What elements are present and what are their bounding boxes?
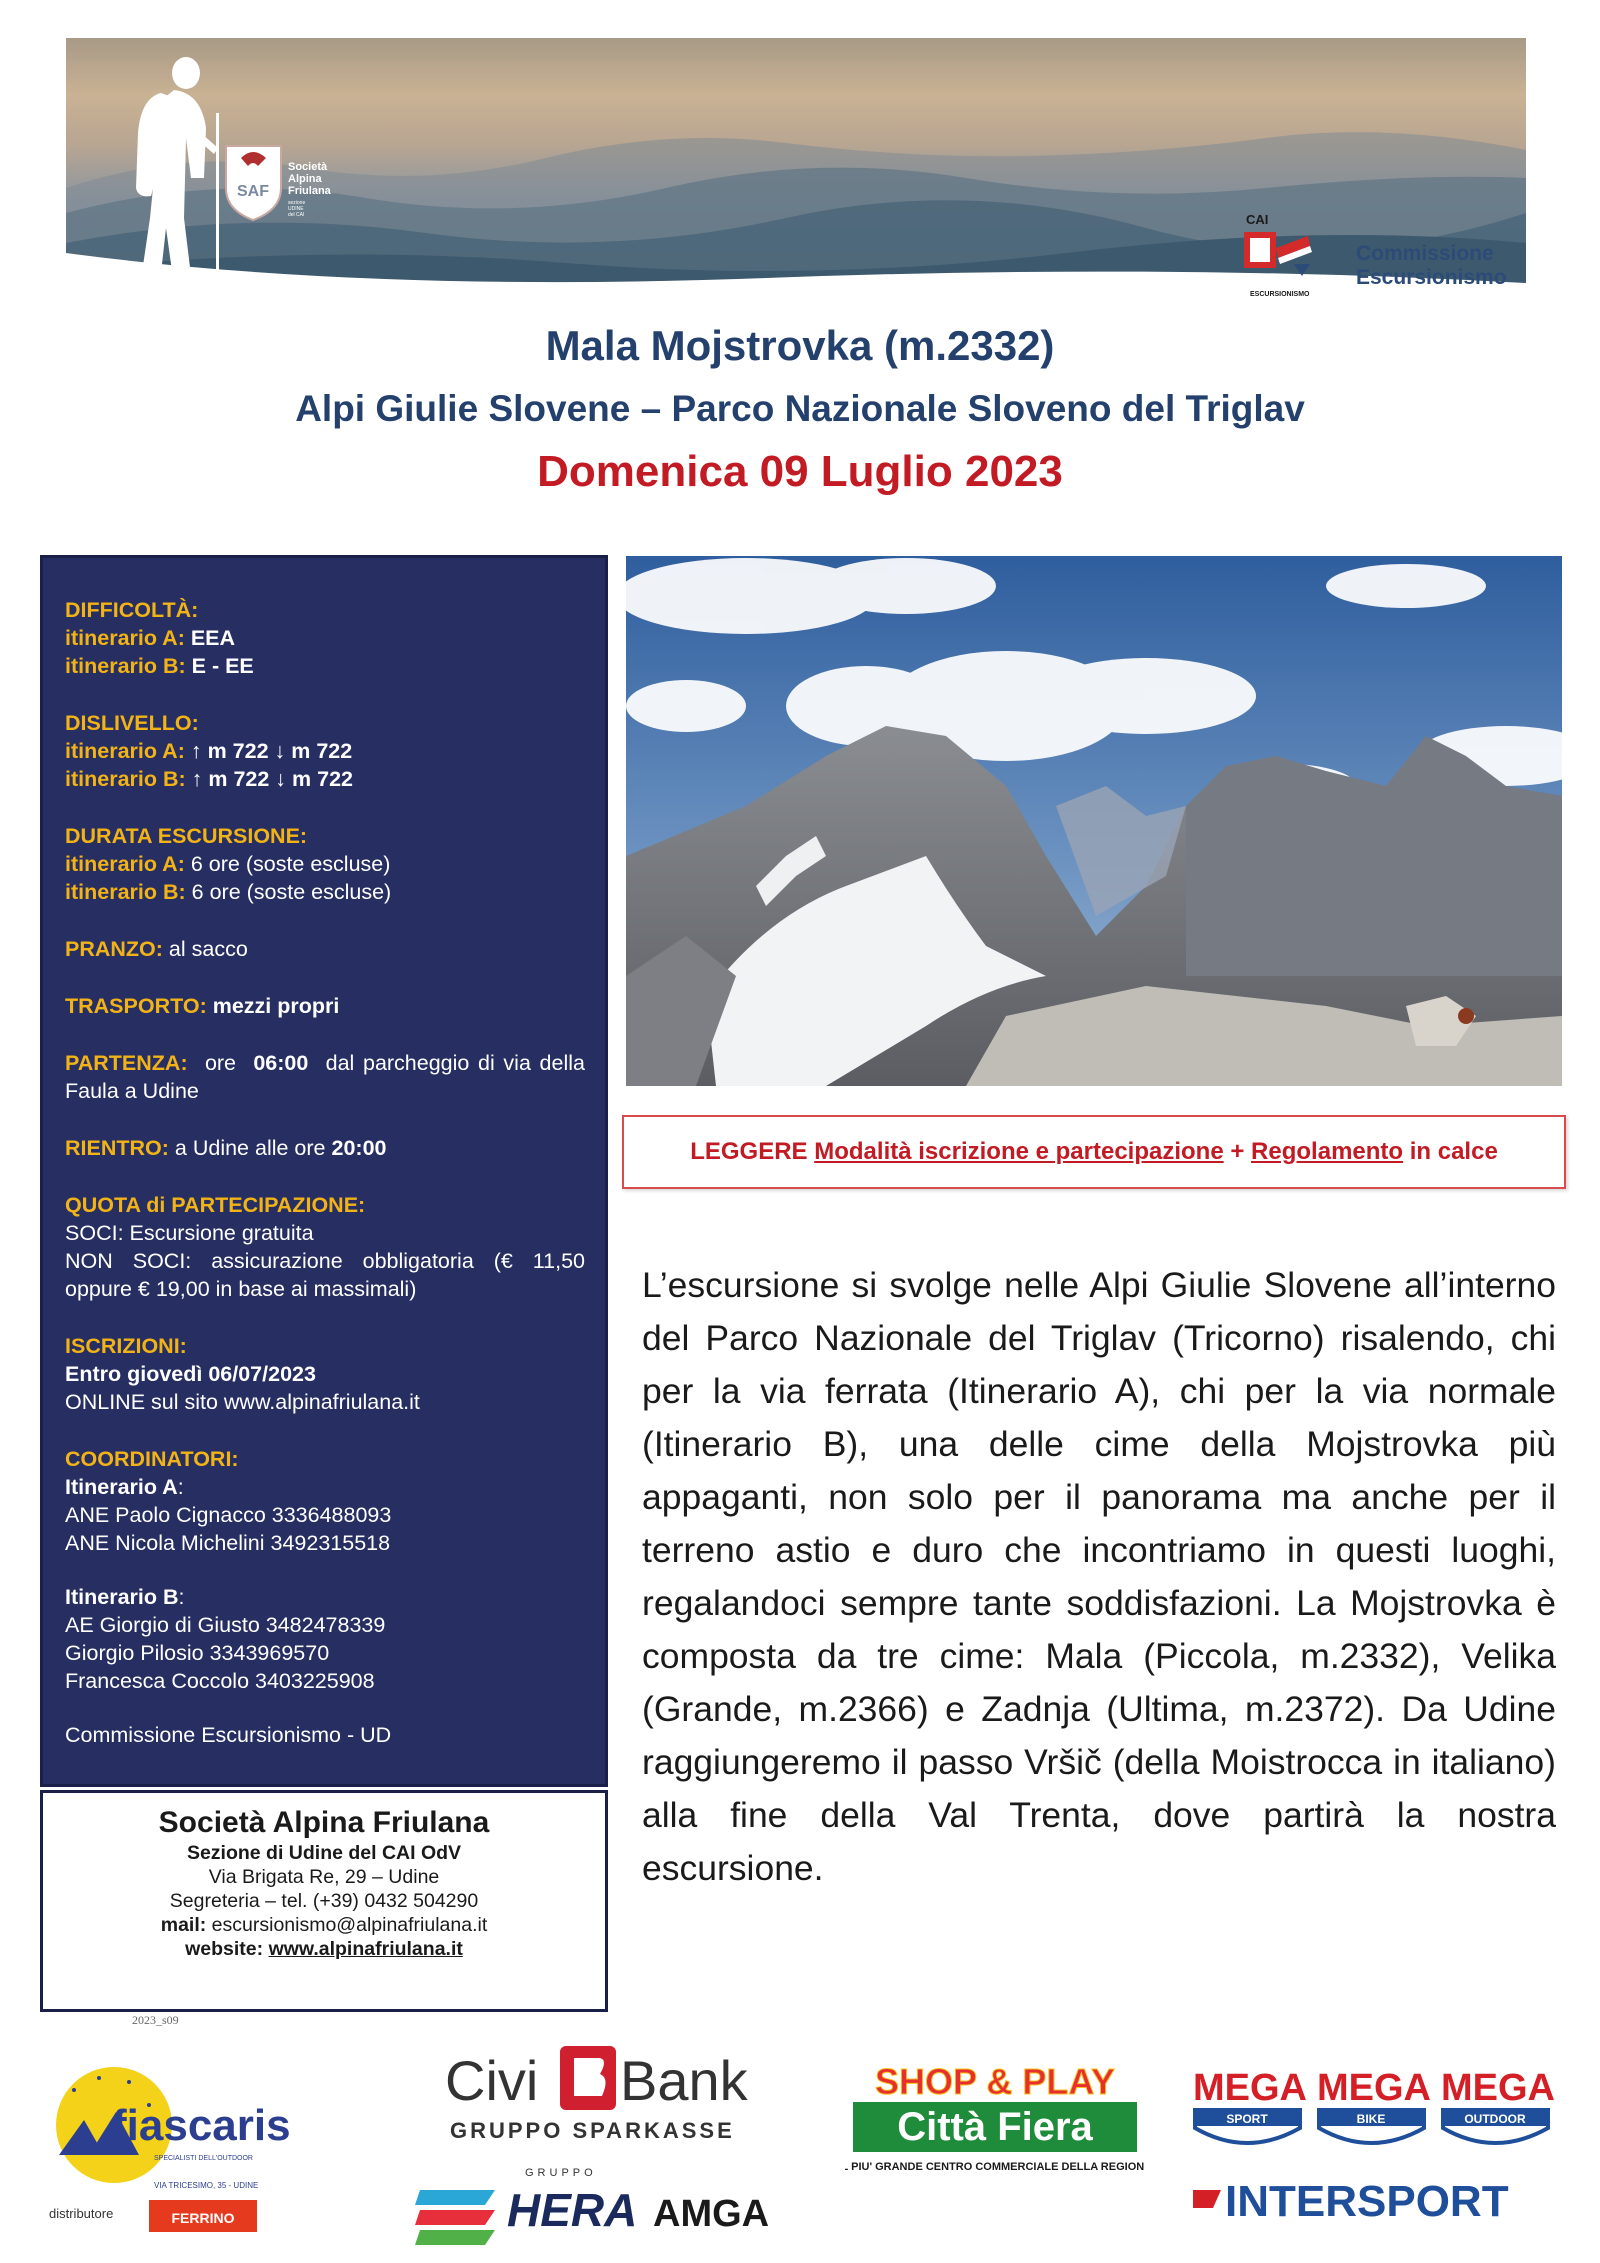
fiascaris-tagline: SPECIALISTI DELL'OUTDOOR: [154, 2155, 253, 2162]
partenza-post: dal parcheggio di via della Faula a Udine: [65, 1051, 585, 1103]
info-panel: [40, 555, 608, 1787]
commission-footer: Commissione Escursionismo - UD: [65, 1723, 392, 1747]
mojstrovka-photo-image: [626, 556, 1562, 1086]
saf-logo: [226, 146, 281, 220]
document-code: 2023_s09: [132, 2013, 179, 2027]
citta-fiera-tagline: IL PIU' GRANDE CENTRO COMMERCIALE DELLA REGIONE: [845, 2161, 1145, 2173]
intersport-logo-icon: [1185, 2058, 1565, 2248]
coordinatori-b-section: Itinerario B: AE Giorgio di Giusto 3482478339 Giorgio Pilosio 3343969570 Francesca Coccolo 3403225908: [65, 1583, 585, 1695]
durata-a-value: 6 ore (soste escluse): [190, 852, 391, 876]
civibank-name-2: Bank: [620, 2049, 748, 2112]
durata-heading: DURATA ESCURSIONE:: [65, 824, 308, 848]
commission-title-line2: Escursionismo: [1356, 266, 1507, 289]
trasporto-value: mezzi propri: [212, 994, 340, 1018]
dislivello-heading: DISLIVELLO:: [65, 711, 199, 735]
dislivello-a-label: itinerario A:: [65, 739, 185, 763]
coordinatore-a-2: ANE Nicola Michelini 3492315518: [65, 1531, 391, 1555]
quota-soci: SOCI: Escursione gratuita: [65, 1221, 314, 1245]
pranzo-label: PRANZO:: [65, 937, 163, 961]
address-box: [40, 1790, 608, 2012]
quota-non-soci: NON SOCI: assicurazione obbligatoria (€ 11,50 oppure € 19,00 in base ai massimali): [65, 1249, 585, 1301]
address-website-link[interactable]: www.alpinafriulana.it: [268, 1938, 463, 1960]
mega-bike-label: BIKE: [1356, 2112, 1386, 2126]
notice-link-iscrizione[interactable]: Modalità iscrizione e partecipazione: [814, 1138, 1224, 1165]
iscrizioni-deadline: Entro giovedì 06/07/2023: [65, 1362, 316, 1386]
partenza-pre: ore: [204, 1051, 237, 1075]
fiascaris-name: fiascaris: [112, 2101, 291, 2150]
address-section: Sezione di Udine del CAI OdV: [186, 1842, 462, 1864]
mega-label-3: MEGA: [1441, 2067, 1555, 2109]
cai-escursionismo-text: ESCURSIONISMO: [1250, 291, 1310, 298]
saf-small-line-1: sezione: [288, 200, 306, 206]
excursion-area: Alpi Giulie Slovene – Parco Nazionale Sloveno del Triglav: [295, 388, 1305, 429]
civibank-group: GRUPPO SPARKASSE: [450, 2118, 735, 2143]
excursion-date: Domenica 09 Luglio 2023: [537, 447, 1063, 496]
iscrizioni-heading: ISCRIZIONI:: [65, 1334, 187, 1358]
coordinatore-a-1: ANE Paolo Cignacco 3336488093: [65, 1503, 392, 1527]
cai-escursionismo-icon: [1238, 198, 1338, 308]
quota-section: [65, 1191, 585, 1303]
coordinatori-section: COORDINATORI: Itinerario A: ANE Paolo Cignacco 3336488093 ANE Nicola Michelini 3492315518: [65, 1445, 585, 1557]
address-mail[interactable]: escursionismo@alpinafriulana.it: [211, 1914, 488, 1936]
saf-small-line-2: UDINE: [288, 206, 304, 212]
partenza-section: [65, 1049, 585, 1105]
address-mail-label: mail:: [160, 1914, 207, 1936]
citta-fiera-top: SHOP & PLAY: [874, 2061, 1116, 2102]
sponsor-civibank: [440, 2038, 780, 2148]
fiascaris-distributore: distributore: [49, 2206, 114, 2221]
notice-text-3: in calce: [1403, 1138, 1498, 1165]
coordinatori-b-title: Itinerario B: [65, 1585, 179, 1609]
trasporto-section: [65, 992, 585, 1020]
citta-fiera-name: Città Fiera: [897, 2105, 1093, 2149]
cai-logo-text: CAI: [1246, 212, 1269, 227]
dislivello-a-value: ↑ m 722 ↓ m 722: [190, 739, 353, 763]
mega-sport-label: SPORT: [1226, 2112, 1268, 2126]
saf-org-line-1: Società: [288, 161, 328, 173]
address-phone: Segreteria – tel. (+39) 0432 504290: [169, 1890, 479, 1912]
coordinatore-b-1: AE Giorgio di Giusto 3482478339: [65, 1613, 386, 1637]
citta-fiera-logo-icon: [845, 2058, 1145, 2178]
coordinatore-b-3: Francesca Coccolo 3403225908: [65, 1669, 375, 1693]
hera-group: GRUPPO: [525, 2167, 597, 2179]
partenza-time: 06:00: [253, 1051, 309, 1075]
pranzo-value: al sacco: [168, 937, 248, 961]
civibank-name-1: Civi: [445, 2049, 539, 2112]
address-street: Via Brigata Re, 29 – Udine: [208, 1866, 440, 1888]
saf-logo-text: SAF: [237, 183, 269, 200]
notice-text-2: +: [1223, 1138, 1252, 1165]
sponsor-citta-fiera: [845, 2058, 1145, 2178]
dislivello-b-value: ↑ m 722 ↓ m 722: [191, 767, 353, 791]
excursion-title: Mala Mojstrovka (m.2332): [545, 322, 1055, 369]
ferrino-brand: FERRINO: [171, 2210, 235, 2226]
mega-label-2: MEGA: [1317, 2067, 1431, 2109]
notice-box: [622, 1115, 1566, 1189]
saf-small-line-3: del CAI: [288, 212, 305, 218]
durata-b-value: 6 ore (soste escluse): [191, 880, 392, 904]
mountain-photo: [626, 556, 1562, 1086]
coordinatori-heading: COORDINATORI:: [65, 1447, 239, 1471]
iscrizioni-online: ONLINE sul sito www.alpinafriulana.it: [65, 1390, 420, 1414]
hera-amga-logo-icon: [415, 2160, 795, 2250]
commission-title-line1: Commissione: [1356, 242, 1494, 265]
mega-label-1: MEGA: [1193, 2067, 1307, 2109]
excursion-description: L’escursione si svolge nelle Alpi Giulie Slovene all’interno del Parco Nazionale del Triglav (Tricorno) risalendo, chi per la via ferrata (Itinerario A), chi per la via normale (Itinerario B), una delle cime della Mojstrovka più appaganti, non solo per il panorama ma anche per il terreno astio e duro che incontriamo in questi luoghi, regalandoci sempre tante soddisfazioni. La Mojstrovka è composta da tre cime: Mala (Piccola, m.2332), Velika (Grande, m.2366) e Zadnja (Ultima, m.2372). Da Udine raggiungeremo il passo Vršič (della Moistrocca in italiano) alla fine della Val Trenta, dove partirà la nostra escursione.: [642, 1265, 1556, 1888]
coordinatori-a-title: Itinerario A: [65, 1475, 178, 1499]
saf-org-line-3: Friulana: [288, 185, 331, 197]
fiascaris-logo-icon: [44, 2060, 344, 2240]
address-org: Società Alpina Friulana: [158, 1806, 490, 1839]
saf-org-line-2: Alpina: [288, 173, 322, 185]
coordinatore-b-2: Giorgio Pilosio 3343969570: [65, 1641, 330, 1665]
rientro-pre: a Udine alle ore: [174, 1136, 326, 1160]
quota-heading: QUOTA di PARTECIPAZIONE:: [65, 1193, 366, 1217]
difficolta-heading: DIFFICOLTÀ:: [65, 598, 199, 622]
notice-link-regolamento[interactable]: Regolamento: [1251, 1138, 1404, 1165]
trasporto-label: TRASPORTO:: [65, 994, 207, 1018]
difficolta-b-value: E - EE: [191, 654, 254, 678]
iscrizioni-section: [65, 1332, 585, 1416]
difficolta-a-label: itinerario A:: [65, 626, 185, 650]
difficolta-section: [65, 596, 585, 680]
sponsor-intersport: [1185, 2058, 1565, 2248]
durata-a-label: itinerario A:: [65, 852, 185, 876]
difficolta-a-value: EEA: [190, 626, 236, 650]
notice-text-1: LEGGERE: [690, 1138, 815, 1165]
mega-outdoor-label: OUTDOOR: [1464, 2112, 1526, 2126]
fiascaris-address: VIA TRICESIMO, 35 - UDINE: [154, 2181, 259, 2190]
partenza-label: PARTENZA:: [65, 1051, 188, 1075]
address-web-label: website:: [185, 1938, 264, 1960]
intersport-name: INTERSPORT: [1225, 2177, 1509, 2226]
civibank-logo-icon: [440, 2038, 780, 2148]
durata-section: [65, 822, 585, 906]
difficolta-b-label: itinerario B:: [65, 654, 186, 678]
sponsor-hera-amga: [415, 2160, 795, 2250]
rientro-label: RIENTRO:: [65, 1136, 169, 1160]
sponsor-fiascaris: [44, 2060, 344, 2240]
rientro-section: [65, 1134, 585, 1162]
pranzo-section: [65, 935, 585, 963]
cai-commission-logo: [1238, 198, 1538, 318]
hera-name: HERA: [507, 2184, 638, 2236]
dislivello-b-label: itinerario B:: [65, 767, 186, 791]
rientro-time: 20:00: [331, 1136, 387, 1160]
dislivello-section: [65, 709, 585, 793]
durata-b-label: itinerario B:: [65, 880, 186, 904]
amga-name: AMGA: [653, 2193, 770, 2235]
